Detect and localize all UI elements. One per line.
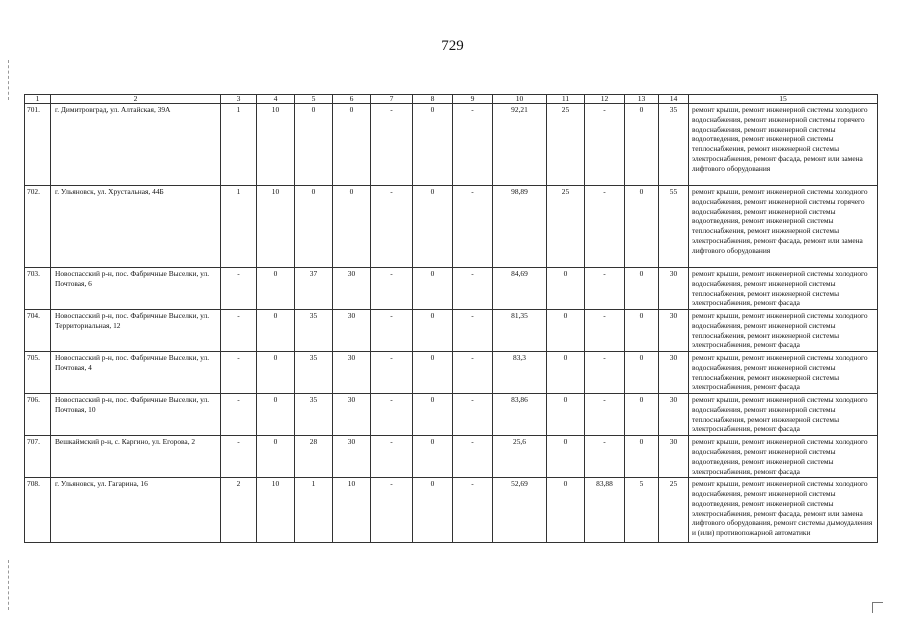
value-cell: 37 (295, 268, 333, 310)
address-cell: г. Ульяновск, ул. Гагарина, 16 (51, 478, 221, 543)
row-number: 706. (25, 394, 51, 436)
value-cell: 10 (257, 478, 295, 543)
table-row (25, 104, 878, 186)
table-row (25, 478, 878, 543)
column-header: 1 (25, 95, 51, 104)
value-cell: 2 (221, 478, 257, 543)
value-cell: 25 (547, 186, 585, 268)
value-cell: - (221, 352, 257, 394)
address-cell: Новоспасский р-н, пос. Фабричные Выселки, ул. Почтовая, 4 (51, 352, 221, 394)
value-cell: 55 (659, 186, 689, 268)
value-cell: - (585, 104, 625, 186)
value-cell: 0 (257, 310, 295, 352)
value-cell: - (371, 352, 413, 394)
value-cell: 0 (295, 186, 333, 268)
row-number: 703. (25, 268, 51, 310)
value-cell: 0 (625, 394, 659, 436)
value-cell: 0 (625, 104, 659, 186)
table-row (25, 186, 878, 268)
column-header: 2 (51, 95, 221, 104)
works-list-cell: ремонт крыши, ремонт инженерной системы холодного водоснабжения, ремонт инженерной системы горячего водоснабжения, ремонт инженерной системы водоотведения, ремонт инженерной системы теплоснабжения, ремонт инженерной системы электроснабжения, ремонт фасада, ремонт или замена лифтового оборудования (689, 104, 878, 186)
value-cell: 0 (625, 352, 659, 394)
column-header: 7 (371, 95, 413, 104)
value-cell: 30 (659, 436, 689, 478)
value-cell: - (453, 478, 493, 543)
column-number-row (25, 95, 878, 104)
value-cell: 0 (413, 104, 453, 186)
table-row (25, 310, 878, 352)
value-cell: 81,35 (493, 310, 547, 352)
works-list-cell: ремонт крыши, ремонт инженерной системы холодного водоснабжения, ремонт инженерной системы водоотведения, ремонт инженерной системы электроснабжения, ремонт фасада, ремонт или замена лифтового оборудования, ремонт системы дымоудаления и (или) противопожарной автоматики (689, 478, 878, 543)
value-cell: 0 (333, 104, 371, 186)
value-cell: 83,88 (585, 478, 625, 543)
value-cell: 0 (295, 104, 333, 186)
value-cell: 0 (625, 310, 659, 352)
scan-edge-mark (8, 60, 9, 100)
address-cell: Новоспасский р-н, пос. Фабричные Выселки, ул. Территориальная, 12 (51, 310, 221, 352)
value-cell: 35 (295, 310, 333, 352)
works-table (24, 94, 878, 543)
value-cell: 0 (547, 394, 585, 436)
value-cell: - (453, 436, 493, 478)
value-cell: 0 (257, 268, 295, 310)
value-cell: - (453, 268, 493, 310)
table-row (25, 352, 878, 394)
value-cell: 25 (547, 104, 585, 186)
value-cell: - (585, 186, 625, 268)
value-cell: 0 (547, 352, 585, 394)
value-cell: 0 (333, 186, 371, 268)
value-cell: 0 (625, 268, 659, 310)
value-cell: 28 (295, 436, 333, 478)
address-cell: г. Димитровград, ул. Алтайская, 39А (51, 104, 221, 186)
row-number: 708. (25, 478, 51, 543)
value-cell: 25,6 (493, 436, 547, 478)
table-row (25, 268, 878, 310)
address-cell: Вешкаймский р-н, с. Каргино, ул. Егорова, 2 (51, 436, 221, 478)
works-table-container (24, 94, 877, 543)
column-header: 5 (295, 95, 333, 104)
row-number: 701. (25, 104, 51, 186)
value-cell: 0 (547, 478, 585, 543)
row-number: 704. (25, 310, 51, 352)
value-cell: 30 (659, 394, 689, 436)
value-cell: 1 (295, 478, 333, 543)
value-cell: 35 (659, 104, 689, 186)
address-cell: Новоспасский р-н, пос. Фабричные Выселки, ул. Почтовая, 10 (51, 394, 221, 436)
value-cell: - (453, 394, 493, 436)
value-cell: 10 (333, 478, 371, 543)
column-header: 12 (585, 95, 625, 104)
page-number: 729 (441, 38, 464, 54)
value-cell: 10 (257, 186, 295, 268)
value-cell: 0 (257, 352, 295, 394)
value-cell: 0 (413, 394, 453, 436)
value-cell: 10 (257, 104, 295, 186)
scan-edge-mark (8, 560, 9, 610)
value-cell: 0 (257, 436, 295, 478)
column-header: 13 (625, 95, 659, 104)
value-cell: - (221, 436, 257, 478)
value-cell: 30 (333, 268, 371, 310)
value-cell: 25 (659, 478, 689, 543)
value-cell: 30 (333, 394, 371, 436)
value-cell: 0 (413, 352, 453, 394)
value-cell: 0 (413, 436, 453, 478)
value-cell: 92,21 (493, 104, 547, 186)
value-cell: 35 (295, 352, 333, 394)
value-cell: 0 (413, 186, 453, 268)
works-list-cell: ремонт крыши, ремонт инженерной системы холодного водоснабжения, ремонт инженерной системы теплоснабжения, ремонт инженерной системы электроснабжения, ремонт фасада (689, 352, 878, 394)
value-cell: 30 (333, 436, 371, 478)
value-cell: - (371, 394, 413, 436)
value-cell: - (585, 268, 625, 310)
column-header: 8 (413, 95, 453, 104)
value-cell: 0 (547, 436, 585, 478)
value-cell: 0 (625, 186, 659, 268)
value-cell: - (453, 104, 493, 186)
value-cell: 0 (257, 394, 295, 436)
column-header: 15 (689, 95, 878, 104)
value-cell: - (371, 104, 413, 186)
value-cell: - (371, 310, 413, 352)
value-cell: - (221, 394, 257, 436)
value-cell: 1 (221, 104, 257, 186)
value-cell: 84,69 (493, 268, 547, 310)
value-cell: 30 (333, 310, 371, 352)
value-cell: - (453, 186, 493, 268)
row-number: 702. (25, 186, 51, 268)
value-cell: - (453, 310, 493, 352)
value-cell: 30 (659, 268, 689, 310)
value-cell: 1 (221, 186, 257, 268)
address-cell: Новоспасский р-н, пос. Фабричные Выселки, ул. Почтовая, 6 (51, 268, 221, 310)
value-cell: 0 (547, 310, 585, 352)
works-list-cell: ремонт крыши, ремонт инженерной системы холодного водоснабжения, ремонт инженерной системы теплоснабжения, ремонт инженерной системы электроснабжения, ремонт фасада (689, 394, 878, 436)
address-cell: г. Ульяновск, ул. Хрустальная, 44Б (51, 186, 221, 268)
value-cell: - (371, 436, 413, 478)
value-cell: - (585, 352, 625, 394)
value-cell: 83,3 (493, 352, 547, 394)
value-cell: 0 (413, 310, 453, 352)
works-list-cell: ремонт крыши, ремонт инженерной системы холодного водоснабжения, ремонт инженерной системы теплоснабжения, ремонт инженерной системы электроснабжения, ремонт фасада (689, 310, 878, 352)
value-cell: 83,86 (493, 394, 547, 436)
column-header: 14 (659, 95, 689, 104)
value-cell: - (585, 394, 625, 436)
column-header: 6 (333, 95, 371, 104)
value-cell: 52,69 (493, 478, 547, 543)
row-number: 705. (25, 352, 51, 394)
column-header: 11 (547, 95, 585, 104)
table-row (25, 436, 878, 478)
crop-mark (872, 602, 883, 613)
value-cell: - (371, 478, 413, 543)
value-cell: - (585, 436, 625, 478)
value-cell: 0 (625, 436, 659, 478)
value-cell: 0 (413, 268, 453, 310)
value-cell: - (371, 268, 413, 310)
column-header: 10 (493, 95, 547, 104)
column-header: 9 (453, 95, 493, 104)
value-cell: 98,89 (493, 186, 547, 268)
value-cell: 30 (659, 310, 689, 352)
column-header: 4 (257, 95, 295, 104)
value-cell: - (221, 268, 257, 310)
row-number: 707. (25, 436, 51, 478)
value-cell: 5 (625, 478, 659, 543)
works-list-cell: ремонт крыши, ремонт инженерной системы холодного водоснабжения, ремонт инженерной системы водоотведения, ремонт инженерной системы электроснабжения, ремонт фасада (689, 436, 878, 478)
value-cell: - (221, 310, 257, 352)
column-header: 3 (221, 95, 257, 104)
value-cell: 30 (659, 352, 689, 394)
value-cell: - (453, 352, 493, 394)
value-cell: 0 (413, 478, 453, 543)
value-cell: - (371, 186, 413, 268)
value-cell: 0 (547, 268, 585, 310)
value-cell: - (585, 310, 625, 352)
value-cell: 35 (295, 394, 333, 436)
works-list-cell: ремонт крыши, ремонт инженерной системы холодного водоснабжения, ремонт инженерной системы теплоснабжения, ремонт инженерной системы электроснабжения, ремонт фасада (689, 268, 878, 310)
works-list-cell: ремонт крыши, ремонт инженерной системы холодного водоснабжения, ремонт инженерной системы горячего водоснабжения, ремонт инженерной системы водоотведения, ремонт инженерной системы теплоснабжения, ремонт инженерной системы электроснабжения, ремонт фасада, ремонт или замена лифтового оборудования (689, 186, 878, 268)
value-cell: 30 (333, 352, 371, 394)
table-row (25, 394, 878, 436)
